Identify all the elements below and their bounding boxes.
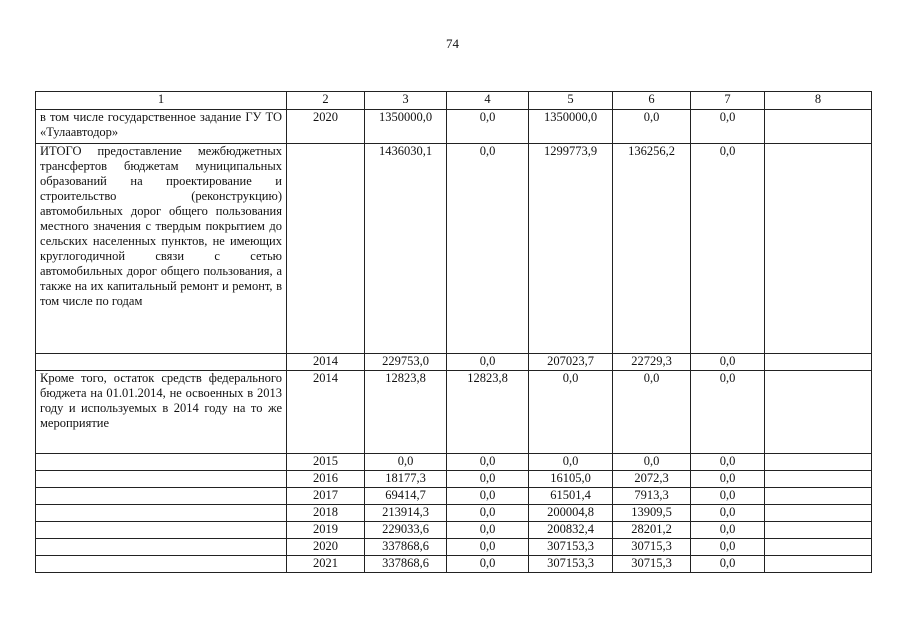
year-cell: 2021: [287, 556, 365, 573]
value-cell: 0,0: [447, 110, 529, 144]
value-cell: 0,0: [529, 454, 613, 471]
value-cell: [765, 556, 872, 573]
value-cell: 337868,6: [365, 556, 447, 573]
value-cell: 0,0: [691, 110, 765, 144]
table-row: [36, 144, 872, 354]
value-cell: 0,0: [447, 144, 529, 354]
header-cell: 8: [765, 92, 872, 110]
value-cell: 30715,3: [613, 539, 691, 556]
header-cell: 3: [365, 92, 447, 110]
table-row: [36, 522, 872, 539]
value-cell: 0,0: [529, 371, 613, 454]
header-cell: 2: [287, 92, 365, 110]
value-cell: 22729,3: [613, 354, 691, 371]
value-cell: 0,0: [691, 471, 765, 488]
description-cell: [36, 488, 287, 505]
year-cell: 2019: [287, 522, 365, 539]
value-cell: 2072,3: [613, 471, 691, 488]
year-cell: 2014: [287, 354, 365, 371]
description-cell: [36, 522, 287, 539]
value-cell: 69414,7: [365, 488, 447, 505]
value-cell: 337868,6: [365, 539, 447, 556]
value-cell: 0,0: [691, 371, 765, 454]
value-cell: 12823,8: [365, 371, 447, 454]
value-cell: [765, 505, 872, 522]
value-cell: 200832,4: [529, 522, 613, 539]
value-cell: 0,0: [691, 454, 765, 471]
year-cell: 2018: [287, 505, 365, 522]
year-cell: 2017: [287, 488, 365, 505]
value-cell: [765, 522, 872, 539]
table-row: [36, 371, 872, 454]
value-cell: 1299773,9: [529, 144, 613, 354]
value-cell: 200004,8: [529, 505, 613, 522]
table-header-row: [36, 92, 872, 110]
value-cell: [765, 354, 872, 371]
value-cell: 207023,7: [529, 354, 613, 371]
table-row: [36, 505, 872, 522]
description-cell: [36, 354, 287, 371]
value-cell: 0,0: [691, 539, 765, 556]
description-cell: в том числе государственное задание ГУ ТО «Тулаавтодор»: [36, 110, 287, 144]
header-cell: 4: [447, 92, 529, 110]
value-cell: 0,0: [691, 556, 765, 573]
value-cell: 213914,3: [365, 505, 447, 522]
value-cell: 307153,3: [529, 539, 613, 556]
value-cell: 0,0: [691, 144, 765, 354]
value-cell: [765, 488, 872, 505]
header-cell: 6: [613, 92, 691, 110]
value-cell: 1350000,0: [529, 110, 613, 144]
value-cell: 0,0: [447, 471, 529, 488]
budget-table: [35, 91, 872, 573]
value-cell: 1350000,0: [365, 110, 447, 144]
value-cell: 30715,3: [613, 556, 691, 573]
value-cell: 18177,3: [365, 471, 447, 488]
table-row: [36, 488, 872, 505]
value-cell: 0,0: [447, 454, 529, 471]
year-cell: 2020: [287, 110, 365, 144]
value-cell: 61501,4: [529, 488, 613, 505]
value-cell: 0,0: [447, 539, 529, 556]
year-cell: [287, 144, 365, 354]
table-row: [36, 539, 872, 556]
value-cell: 0,0: [447, 556, 529, 573]
header-cell: 1: [36, 92, 287, 110]
value-cell: 0,0: [613, 454, 691, 471]
value-cell: 0,0: [691, 505, 765, 522]
description-cell: [36, 556, 287, 573]
description-cell: [36, 454, 287, 471]
year-cell: 2016: [287, 471, 365, 488]
value-cell: 0,0: [447, 505, 529, 522]
value-cell: 0,0: [691, 488, 765, 505]
value-cell: 0,0: [613, 371, 691, 454]
value-cell: 7913,3: [613, 488, 691, 505]
value-cell: 12823,8: [447, 371, 529, 454]
table-row: [36, 454, 872, 471]
value-cell: [765, 471, 872, 488]
table-row: [36, 556, 872, 573]
value-cell: 229753,0: [365, 354, 447, 371]
value-cell: 229033,6: [365, 522, 447, 539]
value-cell: [765, 110, 872, 144]
value-cell: [765, 144, 872, 354]
table-row: [36, 354, 872, 371]
description-cell: ИТОГО предоставление межбюджетных трансфертов бюджетам муниципальных образований на проектирование и строительство (реконструкцию) автомобильных дорог общего пользования местного значения с твердым покрытием до сельских населенных пунктов, не имеющих круглогодичной связи с сетью автомобильных дорог общего пользования, а также на их капитальный ремонт и ремонт, в том числе по годам: [36, 144, 287, 354]
value-cell: 0,0: [691, 522, 765, 539]
table-row: [36, 471, 872, 488]
value-cell: 0,0: [447, 488, 529, 505]
description-cell: Кроме того, остаток средств федерального бюджета на 01.01.2014, не освоенных в 2013 году и используемых в 2014 году на то же мероприятие: [36, 371, 287, 454]
description-cell: [36, 471, 287, 488]
description-cell: [36, 539, 287, 556]
year-cell: 2014: [287, 371, 365, 454]
value-cell: [765, 454, 872, 471]
value-cell: [765, 371, 872, 454]
value-cell: 0,0: [613, 110, 691, 144]
description-cell: [36, 505, 287, 522]
value-cell: 136256,2: [613, 144, 691, 354]
value-cell: 0,0: [365, 454, 447, 471]
value-cell: 0,0: [447, 522, 529, 539]
header-cell: 7: [691, 92, 765, 110]
table-row: [36, 110, 872, 144]
value-cell: 16105,0: [529, 471, 613, 488]
value-cell: [765, 539, 872, 556]
value-cell: 307153,3: [529, 556, 613, 573]
header-cell: 5: [529, 92, 613, 110]
value-cell: 1436030,1: [365, 144, 447, 354]
page-number: 74: [446, 36, 459, 51]
year-cell: 2020: [287, 539, 365, 556]
value-cell: 28201,2: [613, 522, 691, 539]
value-cell: 0,0: [447, 354, 529, 371]
year-cell: 2015: [287, 454, 365, 471]
value-cell: 0,0: [691, 354, 765, 371]
value-cell: 13909,5: [613, 505, 691, 522]
